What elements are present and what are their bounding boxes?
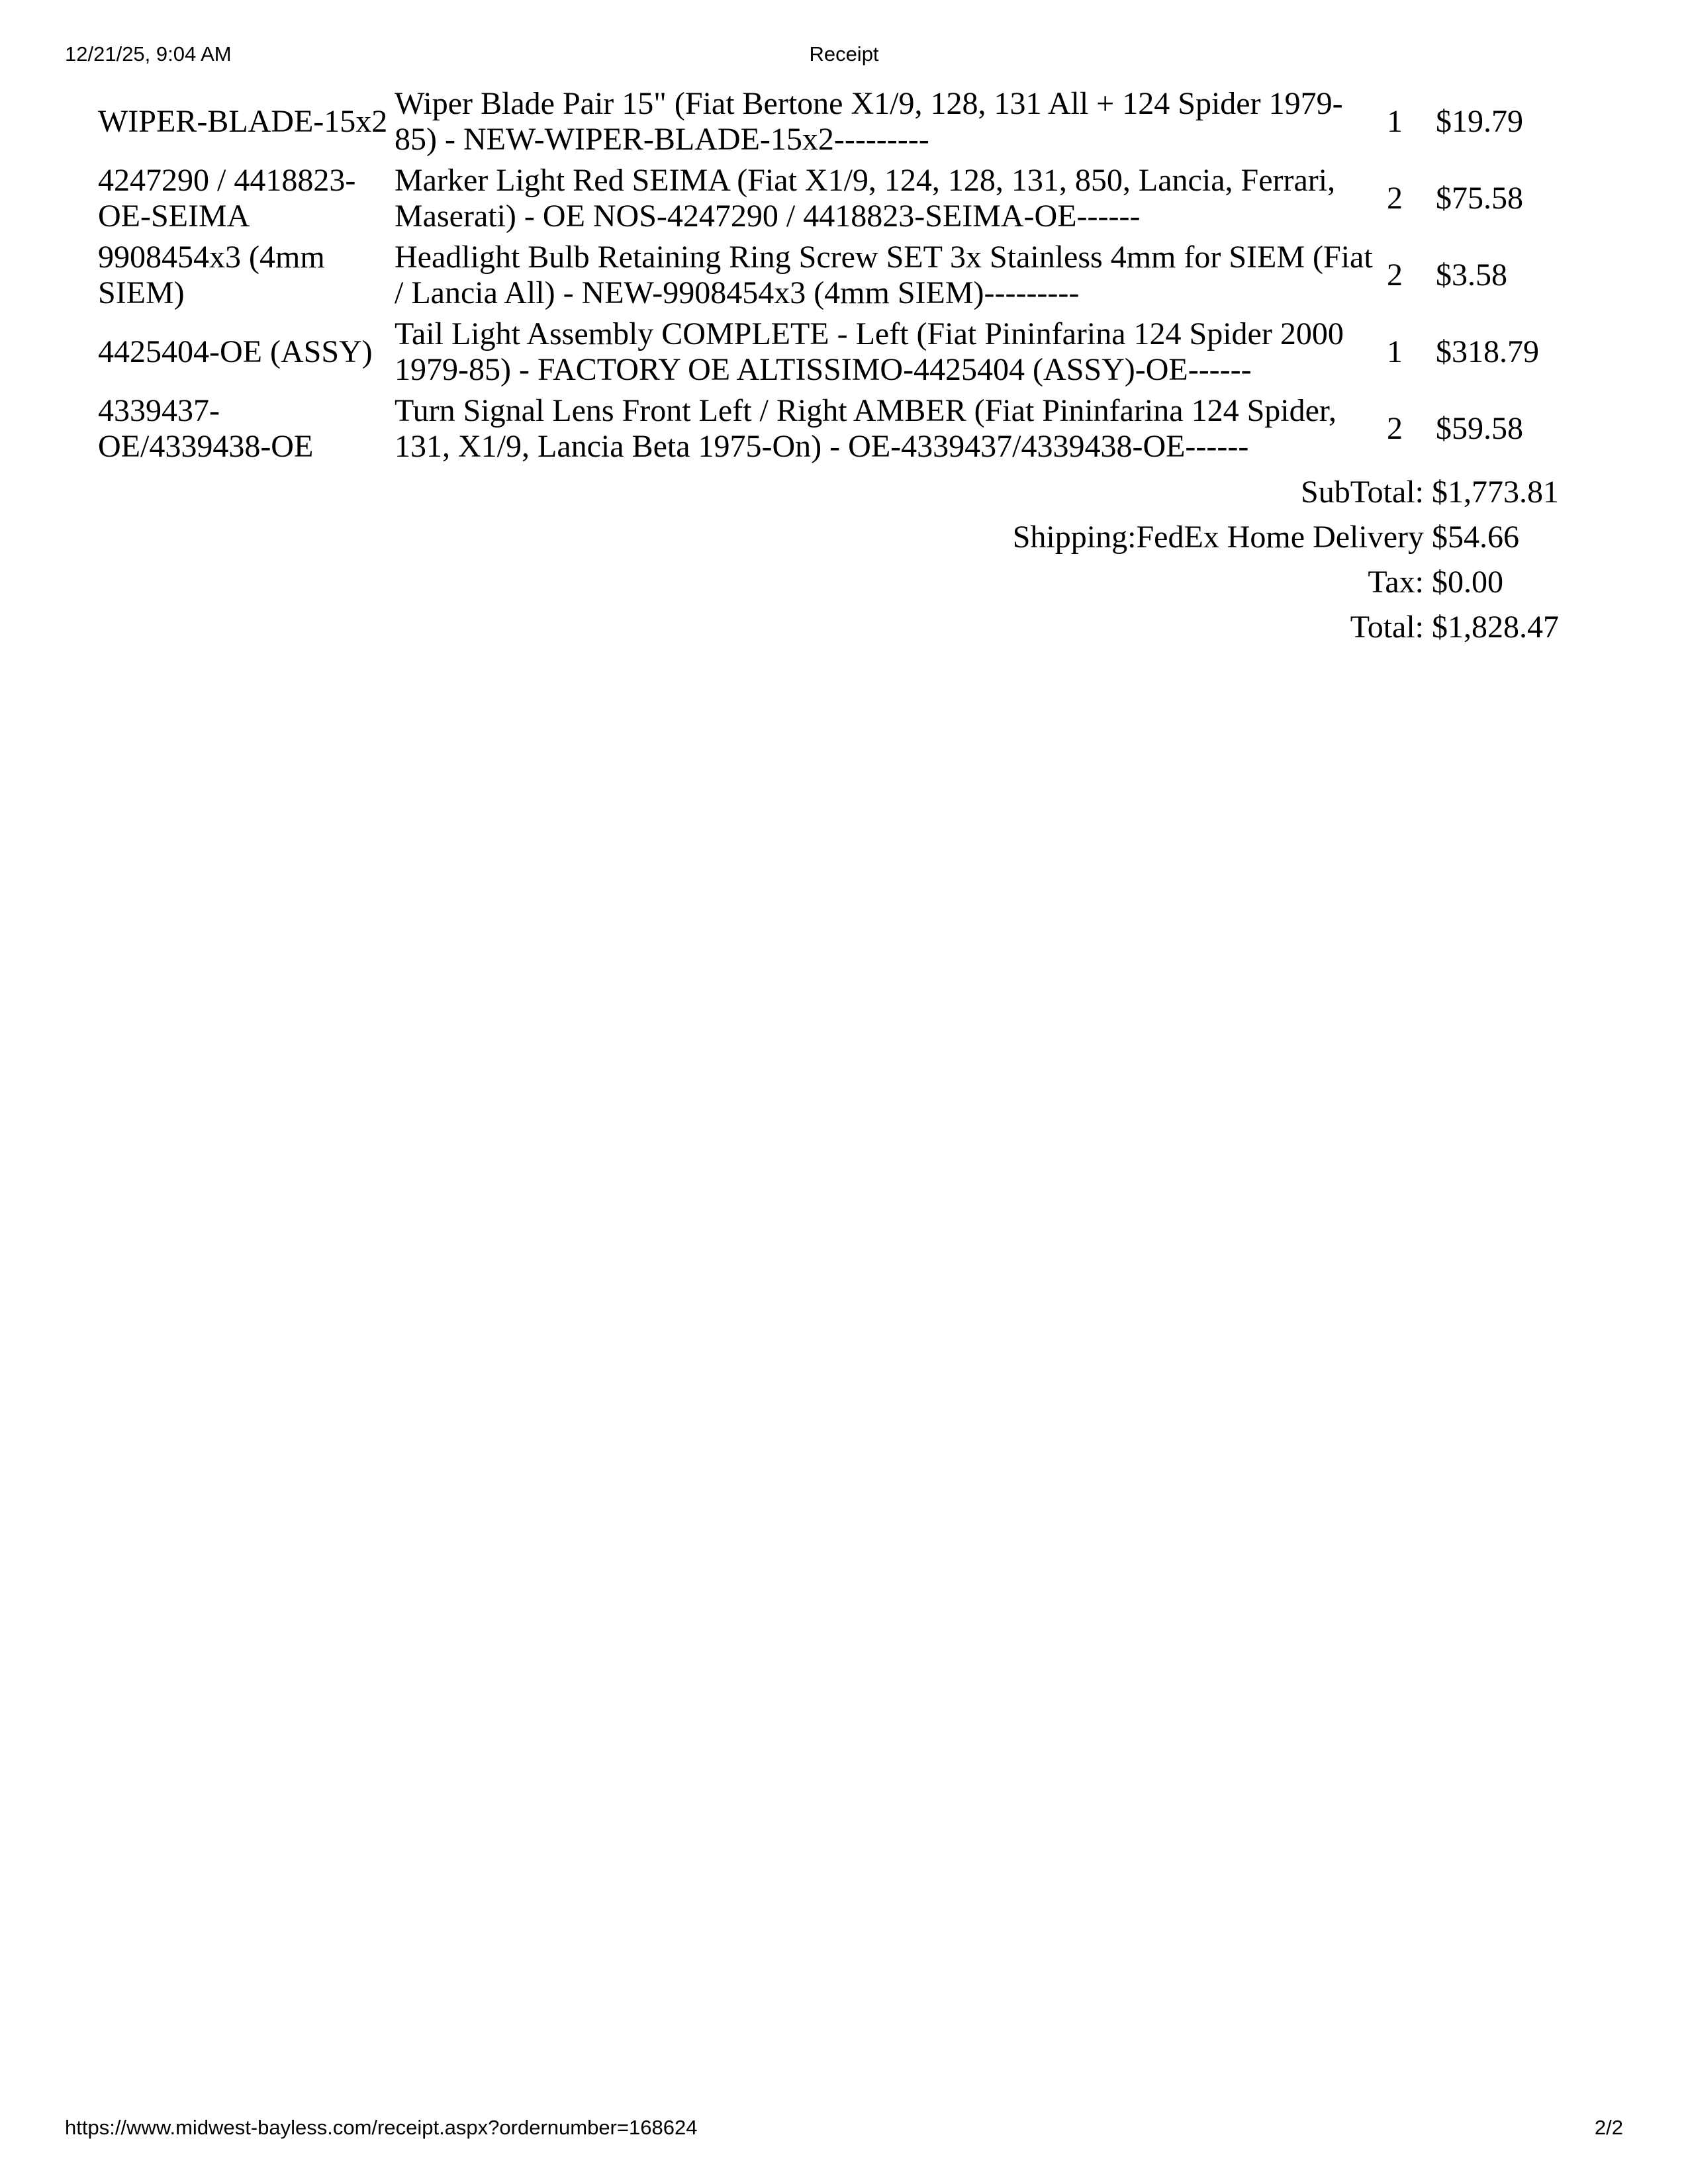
items-table	[94, 81, 1602, 470]
item-sku: WIPER-BLADE-15x2	[98, 104, 388, 139]
subtotal-row	[98, 470, 1586, 515]
page-number: 2/2	[1594, 2116, 1623, 2139]
table-row	[98, 86, 1598, 158]
item-description: Headlight Bulb Retaining Ring Screw SET 3x Stainless 4mm for SIEM (Fiat / Lancia All) - NEW-9908454x3 (4mm SIEM)---------	[395, 240, 1373, 310]
item-description: Wiper Blade Pair 15" (Fiat Bertone X1/9, 128, 131 All + 124 Spider 1979-85) - NEW-WIPER-BLADE-15x2---------	[395, 86, 1343, 157]
print-title: Receipt	[809, 42, 879, 66]
item-description: Tail Light Assembly COMPLETE - Left (Fiat Pininfarina 124 Spider 2000 1979-85) - FACTORY OE ALTISSIMO-4425404 (ASSY)-OE------	[395, 316, 1344, 387]
page-url: https://www.midwest-bayless.com/receipt.aspx?ordernumber=168624	[65, 2116, 698, 2139]
tax-label: Tax:	[1368, 565, 1424, 600]
item-qty: 2	[1387, 411, 1403, 446]
table-row	[98, 393, 1598, 465]
tax-value: $0.00	[1432, 565, 1503, 600]
print-footer	[65, 2115, 1623, 2141]
table-row	[98, 240, 1598, 311]
total-label: Total:	[1350, 610, 1424, 645]
item-qty: 2	[1387, 181, 1403, 216]
order-totals	[98, 470, 1586, 650]
total-value: $1,828.47	[1432, 610, 1559, 645]
item-qty: 2	[1387, 257, 1403, 293]
shipping-label: Shipping:FedEx Home Delivery	[1012, 520, 1424, 555]
item-qty: 1	[1387, 334, 1403, 369]
subtotal-label: SubTotal:	[1301, 475, 1424, 510]
item-qty: 1	[1387, 104, 1403, 139]
item-sku: 4247290 / 4418823-OE-SEIMA	[98, 163, 356, 234]
item-price: $75.58	[1436, 181, 1523, 216]
print-datetime: 12/21/25, 9:04 AM	[65, 42, 232, 66]
table-row	[98, 316, 1598, 388]
total-row	[98, 605, 1586, 650]
item-description: Marker Light Red SEIMA (Fiat X1/9, 124, 128, 131, 850, Lancia, Ferrari, Maserati) - OE NOS-4247290 / 4418823-SEIMA-OE------	[395, 163, 1336, 234]
item-price: $3.58	[1436, 257, 1507, 293]
tax-row	[98, 560, 1586, 605]
shipping-row	[98, 515, 1586, 560]
item-description: Turn Signal Lens Front Left / Right AMBER (Fiat Pininfarina 124 Spider, 131, X1/9, Lancia Beta 1975-On) - OE-4339437/4339438-OE------	[395, 393, 1336, 464]
item-sku: 4425404-OE (ASSY)	[98, 334, 373, 369]
item-sku: 4339437-OE/4339438-OE	[98, 393, 314, 464]
item-price: $59.58	[1436, 411, 1523, 446]
shipping-value: $54.66	[1432, 520, 1519, 555]
receipt	[98, 81, 1602, 650]
print-header	[65, 41, 1623, 68]
item-price: $19.79	[1436, 104, 1523, 139]
item-sku: 9908454x3 (4mm SIEM)	[98, 240, 325, 310]
subtotal-value: $1,773.81	[1432, 475, 1559, 510]
table-row	[98, 163, 1598, 234]
item-price: $318.79	[1436, 334, 1539, 369]
